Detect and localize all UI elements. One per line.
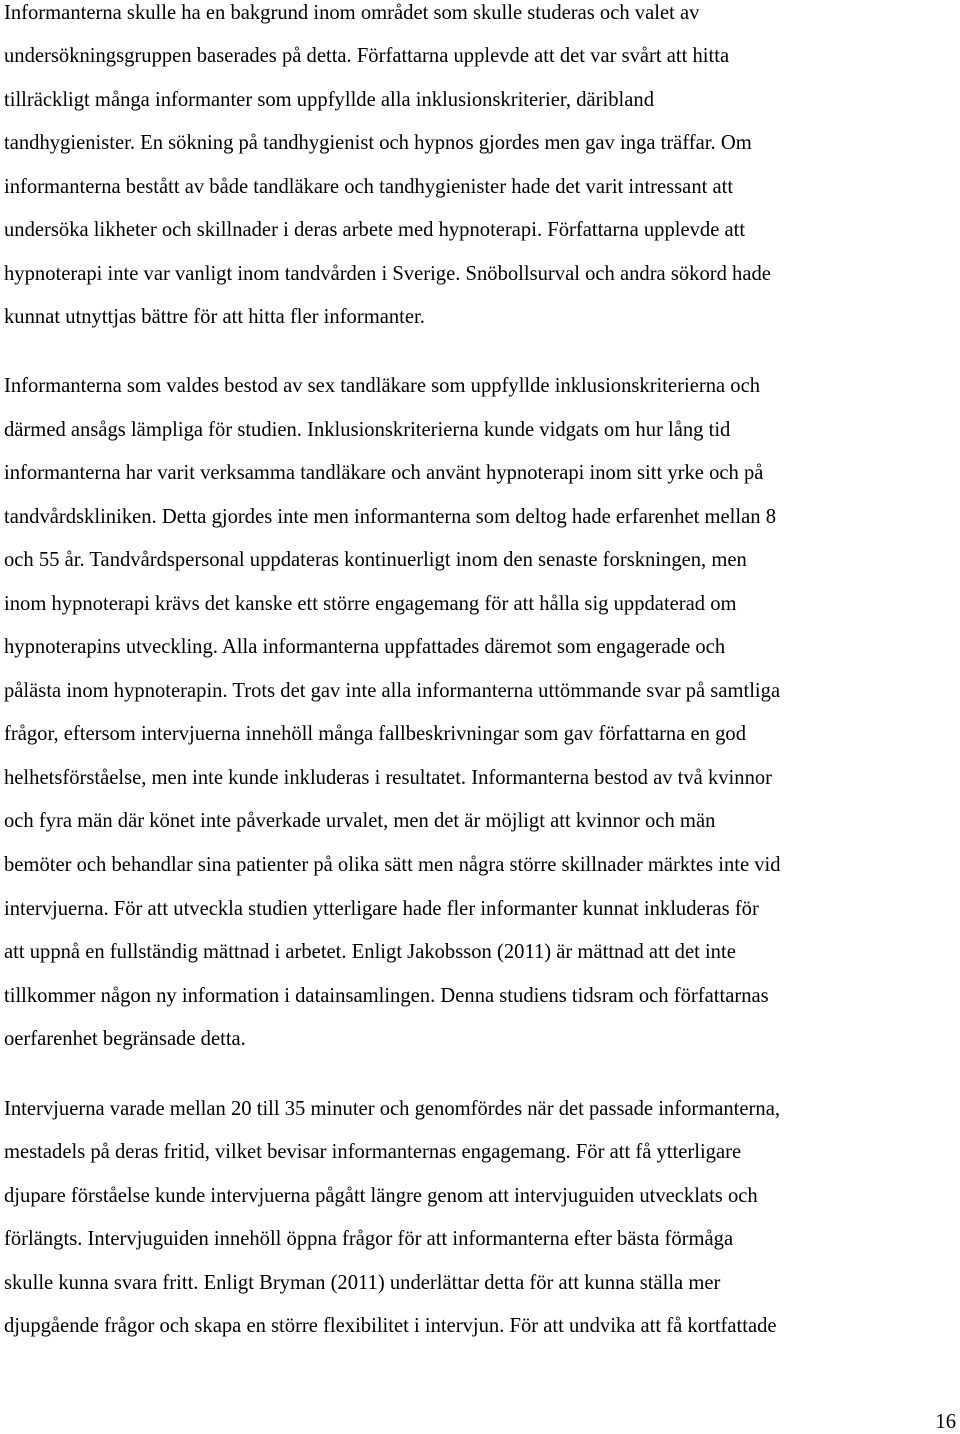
text-line: intervjuerna. För att utveckla studien ytterligare hade fler informanter kunnat inkluderas för <box>4 898 759 920</box>
text-line: Intervjuerna varade mellan 20 till 35 minuter och genomfördes när det passade informanterna, <box>4 1098 780 1120</box>
text-line: djupgående frågor och skapa en större flexibilitet i intervjun. För att undvika att få kortfattade <box>4 1315 777 1337</box>
text-line: oerfarenhet begränsade detta. <box>4 1028 246 1050</box>
text-line: förlängts. Intervjuguiden innehöll öppna frågor för att informanterna efter bästa förmåga <box>4 1228 734 1250</box>
text-line: att uppnå en fullständig mättnad i arbetet. Enligt Jakobsson (2011) är mättnad att det inte <box>4 941 736 963</box>
text-line: undersöka likheter och skillnader i deras arbete med hypnoterapi. Författarna upplevde att <box>4 219 746 241</box>
text-line: och fyra män där könet inte påverkade urvalet, men det är möjligt att kvinnor och män <box>4 810 716 832</box>
text-line: tandvårdskliniken. Detta gjordes inte men informanterna som deltog hade erfarenhet mellan 8 <box>4 506 777 528</box>
text-line: informanterna bestått av både tandläkare och tandhygienister hade det varit intressant att <box>4 176 734 198</box>
text-line: skulle kunna svara fritt. Enligt Bryman (2011) underlättar detta för att kunna ställa mer <box>4 1272 721 1294</box>
text-line: djupare förståelse kunde intervjuerna pågått längre genom att intervjuguiden utvecklats och <box>4 1185 758 1207</box>
text-line: mestadels på deras fritid, vilket bevisar informanternas engagemang. För att få ytterligare <box>4 1141 742 1163</box>
text-line: helhetsförståelse, men inte kunde inkluderas i resultatet. Informanterna bestod av två kvinnor <box>4 767 773 789</box>
text-line: frågor, eftersom intervjuerna innehöll många fallbeskrivningar som gav författarna en god <box>4 723 746 745</box>
text-line: informanterna har varit verksamma tandläkare och använt hypnoterapi inom sitt yrke och på <box>4 462 764 484</box>
text-line: tillkommer någon ny information i datainsamlingen. Denna studiens tidsram och författarnas <box>4 985 769 1007</box>
text-line: tillräckligt många informanter som uppfyllde alla inklusionskriterier, däribland <box>4 89 654 111</box>
text-line: och 55 år. Tandvårdspersonal uppdateras kontinuerligt inom den senaste forskningen, men <box>4 549 747 571</box>
text-line: bemöter och behandlar sina patienter på olika sätt men några större skillnader märktes inte vid <box>4 854 781 876</box>
text-line: hypnoterapi inte var vanligt inom tandvården i Sverige. Snöbollsurval och andra sökord hade <box>4 263 771 285</box>
text-line: kunnat utnyttjas bättre för att hitta fler informanter. <box>4 306 425 328</box>
text-line: Informanterna skulle ha en bakgrund inom området som skulle studeras och valet av <box>4 2 700 24</box>
page-number: 16 <box>935 1411 956 1433</box>
text-line: undersökningsgruppen baserades på detta. Författarna upplevde att det var svårt att hitta <box>4 45 730 67</box>
text-line: tandhygienister. En sökning på tandhygienist och hypnos gjordes men gav inga träffar. Om <box>4 132 752 154</box>
text-line: därmed ansågs lämpliga för studien. Inklusionskriterierna kunde vidgats om hur lång tid <box>4 419 731 441</box>
text-line: Informanterna som valdes bestod av sex tandläkare som uppfyllde inklusionskriterierna och <box>4 375 761 397</box>
text-line: pålästa inom hypnoterapin. Trots det gav inte alla informanterna uttömmande svar på samtliga <box>4 680 781 702</box>
text-line: hypnoterapins utveckling. Alla informanterna uppfattades däremot som engagerade och <box>4 636 726 658</box>
text-line: inom hypnoterapi krävs det kanske ett större engagemang för att hålla sig uppdaterad om <box>4 593 737 615</box>
